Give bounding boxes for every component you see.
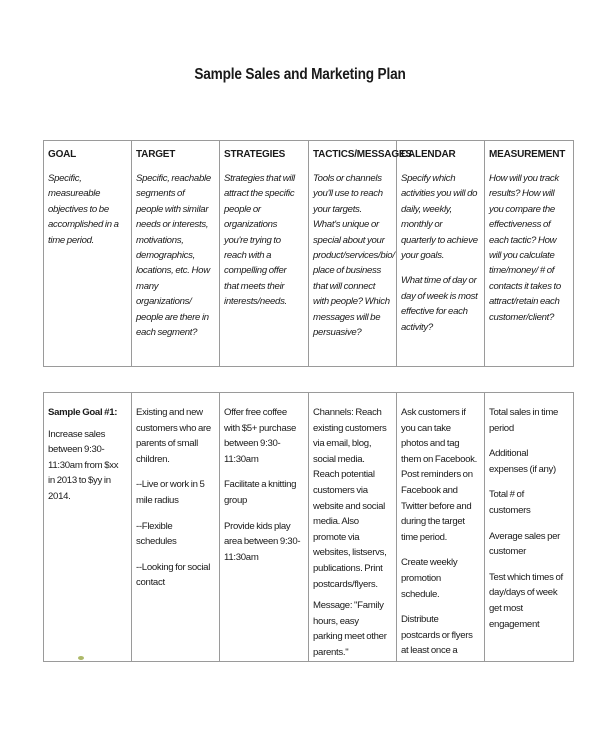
tactics-column bbox=[309, 141, 412, 367]
sample-measure: Total # of customers bbox=[489, 489, 531, 516]
tactics-description: Tools or channels you'll use to reach your targets. What's unique or special about your product/services/bio/ place of business that will connect with people? Which messages will be persuasive? bbox=[313, 173, 395, 339]
target-description: Specific, reachable segments of people with similar needs or interests, motivations, demographics, locations, etc. How many organizations/ people are there in each segment? bbox=[136, 173, 211, 339]
strategies-description: Strategies that will attract the specific people or organizations you're trying to reach with a compelling offer that meets their interests/needs. bbox=[224, 173, 295, 308]
calendar-column bbox=[397, 141, 485, 367]
sample-measurement-cell bbox=[485, 393, 574, 662]
plan-header-table bbox=[43, 140, 574, 367]
calendar-header: CALENDAR bbox=[401, 149, 456, 160]
sample-strategy: Offer free coffee with $5+ purchase between 9:30-11:30am bbox=[224, 407, 297, 465]
sample-measure: Additional expenses (if any) bbox=[489, 448, 556, 475]
footer-mark-icon bbox=[78, 656, 84, 660]
sample-goal-text: Increase sales between 9:30-11:30am from $xx in 2013 to $yy in 2014. bbox=[48, 428, 119, 502]
target-column bbox=[132, 141, 220, 367]
sample-calendar-item: Create weekly promotion schedule. bbox=[401, 557, 458, 600]
goal-description: Specific, measureable objectives to be accomplished in a time period. bbox=[48, 173, 119, 246]
sample-calendar-item: Distribute postcards or flyers at least once a bbox=[401, 614, 473, 657]
strategies-column bbox=[220, 141, 309, 367]
sample-goal-label: Sample Goal #1: bbox=[48, 407, 118, 418]
goal-header: GOAL bbox=[48, 149, 77, 160]
measurement-description: How will you track results? How will you compare the effectiveness of each tactic? How will you calculate time/money/ # of contacts it takes to attract/retain each customer/client? bbox=[489, 173, 561, 323]
sample-measure: Test which times of day/days of week get most engagement bbox=[489, 571, 563, 630]
calendar-description-2: What time of day or day of week is most effective for each activity? bbox=[401, 275, 478, 333]
sample-calendar-item: Ask customers if you can take photos and tag them on Facebook. Post reminders on Facebook and Twitter before and during the target time period. bbox=[401, 407, 478, 543]
sample-strategies-cell bbox=[220, 393, 309, 662]
sample-tactics-cell bbox=[309, 393, 397, 662]
sample-target-item: --Live or work in 5 mile radius bbox=[136, 479, 205, 506]
sample-target-cell bbox=[132, 393, 220, 662]
sample-tactic-message: Message: "Family hours, easy parking meet other parents." bbox=[313, 600, 387, 658]
sample-target-intro: Existing and new customers who are parents of small children. bbox=[136, 407, 211, 465]
sample-goal-cell bbox=[44, 393, 132, 662]
sample-strategy: Provide kids play area between 9:30-11:30am bbox=[224, 520, 301, 563]
strategies-header: STRATEGIES bbox=[224, 149, 286, 160]
sample-goal-table bbox=[43, 392, 574, 662]
measurement-column bbox=[485, 141, 574, 367]
sample-calendar-cell bbox=[397, 393, 485, 662]
page-title: Sample Sales and Marketing Plan bbox=[194, 66, 406, 83]
sample-measure: Average sales per customer bbox=[489, 530, 561, 558]
sample-tactic-channels: Channels: Reach existing customers via email, blog, social media. Reach potential customers via website and social media. Also promote via websites, listservs, publications. Print postcards/flyers. bbox=[313, 407, 387, 590]
tactics-header: TACTICS/MESSAGES bbox=[313, 149, 412, 160]
target-header: TARGET bbox=[136, 149, 176, 160]
goal-column bbox=[44, 141, 132, 367]
sample-target-item: --Looking for social contact bbox=[136, 561, 211, 589]
sample-measure: Total sales in time period bbox=[489, 407, 559, 434]
sample-strategy: Facilitate a knitting group bbox=[224, 479, 297, 506]
measurement-header: MEASUREMENT bbox=[489, 149, 566, 160]
sample-target-item: --Flexible schedules bbox=[136, 520, 177, 548]
calendar-description-1: Specify which activities you will do daily, weekly, monthly or quarterly to achieve your goals. bbox=[401, 173, 478, 262]
